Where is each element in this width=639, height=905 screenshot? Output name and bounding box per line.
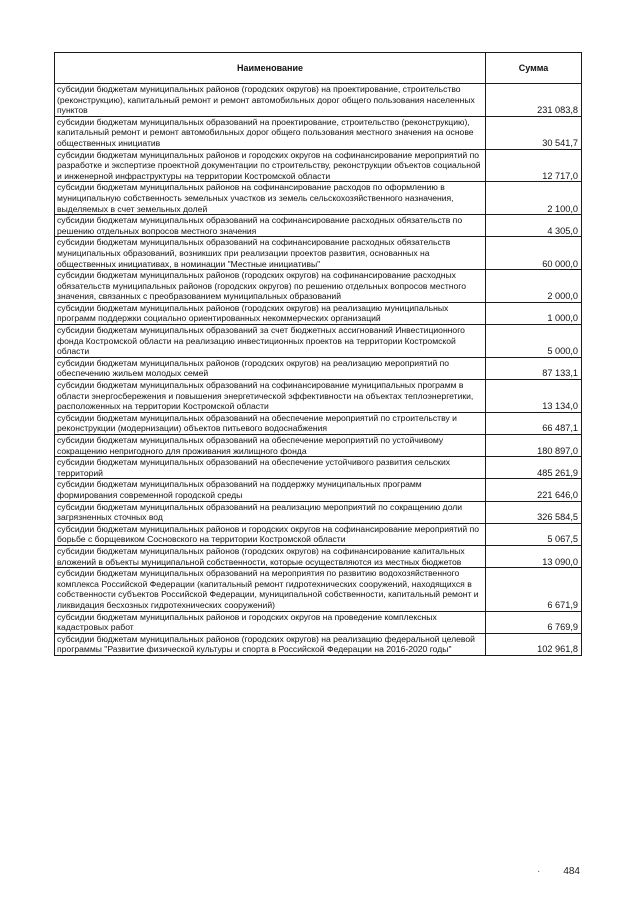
table-row (55, 215, 582, 237)
table-body (55, 84, 582, 656)
table-row (55, 633, 582, 655)
row-sum: 60 000,0 (486, 237, 582, 270)
row-name: субсидии бюджетам муниципальных образований на софинансирование расходных обязательств муниципальных образований, возникших при реализации проектов развития, основанных на общественных инициативах, в номинации "Местные инициативы" (55, 237, 486, 270)
row-name: субсидии бюджетам муниципальных районов и городских округов на софинансирование мероприятий по разработке и экспертизе проектной документации по строительству, реконструкции объектов социальной и инженерной инфраструктуры на территории Костромской области (55, 149, 486, 182)
row-sum: 4 305,0 (486, 215, 582, 237)
table-row (55, 116, 582, 149)
row-name: субсидии бюджетам муниципальных образований на проектирование, строительство (реконструкцию), капитальный ремонт и ремонт автомобильных дорог общего пользования местного значения на основе общественных инициатив (55, 116, 486, 149)
table-row (55, 149, 582, 182)
row-sum: 30 541,7 (486, 116, 582, 149)
table-row (55, 84, 582, 117)
page-number: 484 (563, 866, 580, 877)
row-name: субсидии бюджетам муниципальных образований за счет бюджетных ассигнований Инвестиционного фонда Костромской области на реализацию инвестиционных проектов на территории Костромской области (55, 325, 486, 358)
table-row (55, 182, 582, 215)
subsidies-table (54, 52, 582, 656)
table-header-row (55, 53, 582, 84)
table-row (55, 380, 582, 413)
row-name: субсидии бюджетам муниципальных образований на поддержку муниципальных программ формирования современной городской среды (55, 479, 486, 501)
row-sum: 6 769,9 (486, 611, 582, 633)
row-sum: 180 897,0 (486, 435, 582, 457)
row-name: субсидии бюджетам муниципальных образований на обеспечение мероприятий по устойчивому сокращению непригодного для проживания жилищного фонда (55, 435, 486, 457)
row-name: субсидии бюджетам муниципальных образований на софинансирование расходных обязательств по решению отдельных вопросов местного значения (55, 215, 486, 237)
row-sum: 13 134,0 (486, 380, 582, 413)
row-sum: 221 646,0 (486, 479, 582, 501)
row-sum: 13 090,0 (486, 545, 582, 567)
row-sum: 5 067,5 (486, 523, 582, 545)
table-row (55, 479, 582, 501)
row-name: субсидии бюджетам муниципальных районов (городских округов) на реализацию муниципальных программ поддержки социально ориентированных некоммерческих организаций (55, 302, 486, 324)
table-row (55, 302, 582, 324)
row-name: субсидии бюджетам муниципальных образований на мероприятия по развитию водохозяйственного комплекса Российской Федерации (капитальный ремонт гидротехнических сооружений, находящихся в собственности субъектов Российской Федерации, муниципальной собственности, капитальный ремонт и ликвидация бесхозных гидротехнических сооружений) (55, 568, 486, 611)
header-name: Наименование (55, 53, 486, 84)
page-dot: · (537, 866, 541, 877)
table-row (55, 412, 582, 434)
table-row (55, 357, 582, 379)
row-sum: 2 100,0 (486, 182, 582, 215)
row-name: субсидии бюджетам муниципальных районов (городских округов) на реализацию федеральной целевой программы "Развитие физической культуры и спорта в Российской Федерации на 2016-2020 годы" (55, 633, 486, 655)
row-name: субсидии бюджетам муниципальных образований на обеспечение мероприятий по строительству и реконструкции (модернизации) объектов питьевого водоснабжения (55, 412, 486, 434)
row-name: субсидии бюджетам муниципальных районов (городских округов) на реализацию мероприятий по обеспечению жильем молодых семей (55, 357, 486, 379)
table-row (55, 611, 582, 633)
row-sum: 2 000,0 (486, 270, 582, 303)
row-sum: 326 584,5 (486, 501, 582, 523)
table-row (55, 457, 582, 479)
row-sum: 12 717,0 (486, 149, 582, 182)
table-row (55, 523, 582, 545)
row-name: субсидии бюджетам муниципальных образований на реализацию мероприятий по сокращению доли загрязненных сточных вод (55, 501, 486, 523)
table-row (55, 545, 582, 567)
row-sum: 231 083,8 (486, 84, 582, 117)
header-sum: Сумма (486, 53, 582, 84)
row-name: субсидии бюджетам муниципальных образований на обеспечение устойчивого развития сельских территорий (55, 457, 486, 479)
row-name: субсидии бюджетам муниципальных районов (городских округов) на софинансирование капитальных вложений в объекты муниципальной собственности, которые осуществляются из местных бюджетов (55, 545, 486, 567)
table-row (55, 270, 582, 303)
row-name: субсидии бюджетам муниципальных образований на софинансирование муниципальных программ в области энергосбережения и повышения энергетической эффективности на объектах теплоэнергетики, расположенных на территории Костромской области (55, 380, 486, 413)
row-sum: 66 487,1 (486, 412, 582, 434)
row-name: субсидии бюджетам муниципальных районов на софинансирование расходов по оформлению в муниципальную собственность земельных участков из земель сельскохозяйственного назначения, выделяемых в счет земельных долей (55, 182, 486, 215)
row-sum: 6 671,9 (486, 568, 582, 611)
row-name: субсидии бюджетам муниципальных районов (городских округов) на проектирование, строительство (реконструкцию), капитальный ремонт и ремонт автомобильных дорог общего пользования населенных пунктов (55, 84, 486, 117)
row-sum: 102 961,8 (486, 633, 582, 655)
table-row (55, 237, 582, 270)
row-name: субсидии бюджетам муниципальных районов и городских округов на проведение комплексных кадастровых работ (55, 611, 486, 633)
table-row (55, 568, 582, 611)
row-name: субсидии бюджетам муниципальных районов и городских округов на софинансирование мероприятий по борьбе с борщевиком Сосновского на территории Костромской области (55, 523, 486, 545)
row-sum: 1 000,0 (486, 302, 582, 324)
table-row (55, 435, 582, 457)
row-sum: 5 000,0 (486, 325, 582, 358)
row-name: субсидии бюджетам муниципальных районов (городских округов) на софинансирование расходных обязательств муниципальных районов (городских округов) по решению отдельных вопросов местного значения, связанных с преобразованием муниципальных образований (55, 270, 486, 303)
table-row (55, 325, 582, 358)
row-sum: 485 261,9 (486, 457, 582, 479)
row-sum: 87 133,1 (486, 357, 582, 379)
table-row (55, 501, 582, 523)
